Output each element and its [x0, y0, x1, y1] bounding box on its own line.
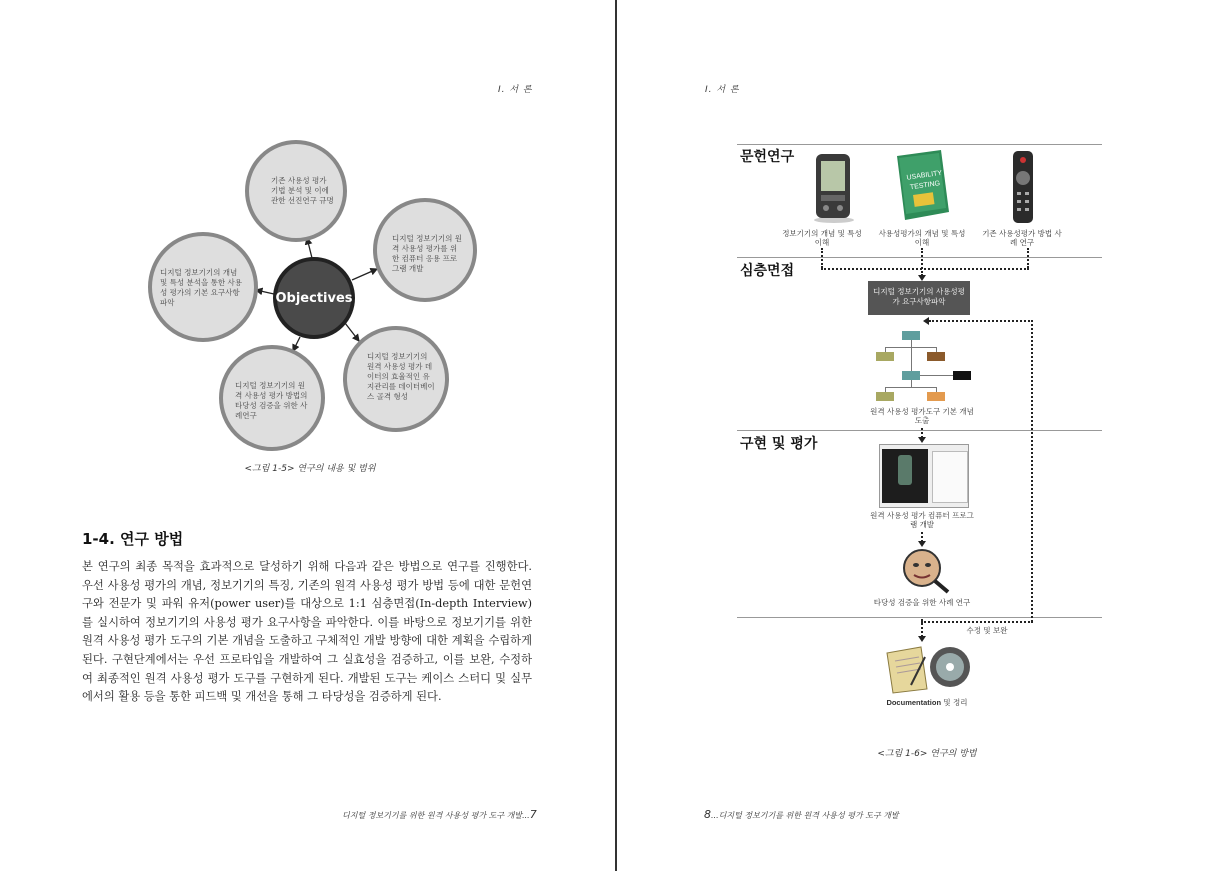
interview-box — [868, 281, 970, 315]
feedback-loop-line — [1031, 320, 1033, 622]
running-head: I. 서 론 — [705, 85, 740, 95]
usability-testing-book-image — [889, 150, 951, 222]
dotted-connector — [921, 619, 923, 637]
dotted-connector — [921, 248, 923, 276]
objective-text: 디지털 정보기기의 원격 사용성 평가 방법의 타당성 검증을 위한 사례연구 — [235, 381, 308, 420]
section-rule — [737, 144, 1102, 145]
page-footer — [342, 808, 542, 821]
feedback-loop-line — [929, 320, 1033, 322]
feedback-loop-line — [921, 621, 1033, 623]
arrow-down-icon — [918, 541, 926, 547]
objective-text: 디지털 정보기기의 원격 사용성 평가를 위한 컴퓨터 응용 프로그램 개발 — [392, 234, 462, 273]
body-paragraph: 본 연구의 최종 목적을 효과적으로 달성하기 위해 다음과 같은 방법으로 연구를 진행한다. 우선 사용성 평가의 개념, 정보기기의 특징, 기존의 원격 사용성 평가 방법 등에 대한 문헌연구와 전문가 및 파워 유저(power user)를 대상으로 1:1 심층면접(In-depth Interview)를 실시하여 정보기기의 사용성 평가 요구사항을 파악한다. 이를 바탕으로 정보기기를 위한 원격 사용성 평가 도구의 기본 개념을 도출하고 구체적인 개발 방향에 대한 계획을 수립하게 된다. 구현단계에서는 우선 프로타입을 개발하여 그 실효성을 검증하고, 이를 보완, 수정하여 최종적인 원격 사용성 평가 도구를 구현하게 된다. 개발된 도구는 케이스 스터디 및 실무에서의 활용 등을 통한 피드백 및 개선을 통해 그 타당성을 검증하게 된다. — [82, 560, 532, 704]
pda-image — [812, 152, 856, 224]
tree-node — [927, 392, 945, 401]
dotted-connector — [821, 268, 1029, 270]
section-heading: 1-4. 연구 방법 — [82, 530, 184, 548]
remote-control-image — [1010, 150, 1036, 224]
objective-text: 디지털 정보기기의 원격 사용성 평가 데이터의 효율적인 유지관리를 데이터베이스 골격 형성 — [367, 352, 435, 401]
tree-line — [911, 340, 912, 347]
tree-node — [876, 392, 894, 401]
section-rule — [737, 257, 1102, 258]
tree-line — [911, 348, 912, 371]
dotted-connector — [821, 248, 823, 268]
objective-circle-left — [148, 232, 258, 342]
screenshot-phone — [898, 455, 912, 485]
tree-line — [911, 380, 912, 387]
running-head: I. 서 론 — [498, 85, 533, 95]
tree-node — [953, 371, 971, 380]
objective-circle-lower-left — [219, 345, 325, 451]
interview-box-text: 디지털 정보기기의 사용성평가 요구사항파악 — [873, 287, 965, 306]
tree-node — [902, 371, 920, 380]
section-label-implementation: 구현 및 평가 — [740, 436, 818, 452]
documentation-label — [867, 698, 987, 707]
footer-text: ...디지털 정보기기를 위한 원격 사용성 평가 도구 개발 — [711, 811, 899, 820]
section-rule — [737, 430, 1102, 431]
page-number: 8 — [704, 808, 711, 821]
program-screenshot-image — [879, 444, 969, 508]
section-label-lit-review: 문헌연구 — [740, 149, 795, 165]
documentation-image — [883, 643, 973, 695]
objective-circle-lower-right — [343, 326, 449, 432]
objective-text: 디지털 정보기기의 개념 및 특성 분석을 통한 사용성 평가의 기본 요구사항 파악 — [160, 268, 242, 307]
arrow-down-icon — [918, 437, 926, 443]
right-page — [617, 0, 1232, 871]
figure-caption: <그림 1-6> 연구의 방법 — [877, 749, 977, 759]
tree-node — [876, 352, 894, 361]
tree-line — [885, 387, 937, 388]
objective-text: 기존 사용성 평가 기법 분석 및 이에 관한 선진연구 규명 — [271, 176, 334, 205]
arrow-down-icon — [918, 636, 926, 642]
tree-node — [927, 352, 945, 361]
objective-circle-top — [245, 140, 347, 242]
case-label: 타당성 검증을 위한 사례 연구 — [873, 598, 971, 607]
arrow-left-icon — [923, 317, 929, 325]
lit-item-label: 사용성평가의 개념 및 특성 이해 — [878, 229, 966, 247]
screenshot-data-panel — [932, 451, 968, 503]
lit-item-label: 정보기기의 개념 및 특성 이해 — [782, 229, 862, 247]
svg-text:USABILITY: USABILITY — [906, 169, 943, 182]
objectives-center: Objectives — [273, 257, 355, 339]
dev-label: 원격 사용성 평가 컴퓨터 프로그램 개발 — [870, 511, 974, 529]
figure-caption: <그림 1-5> 연구의 내용 및 범위 — [244, 464, 376, 474]
section-label-interview: 심층면접 — [740, 263, 795, 279]
documentation-label-kr: 및 정리 — [943, 698, 968, 707]
tree-label: 원격 사용성 평가도구 기본 개념 도출 — [870, 407, 974, 425]
tree-node — [902, 331, 920, 340]
objective-circle-right — [373, 198, 477, 302]
lit-item-label: 기존 사용성평가 방법 사례 연구 — [982, 229, 1062, 247]
dotted-connector — [1027, 248, 1029, 268]
footer-text: 디지털 정보기기를 위한 원격 사용성 평가 도구 개발... — [342, 811, 530, 820]
documentation-label-en: Documentation — [886, 698, 942, 707]
section-rule — [737, 617, 1102, 618]
case-study-magnifier-image — [902, 548, 952, 594]
svg-text:TESTING: TESTING — [909, 180, 941, 192]
page-number: 7 — [529, 808, 537, 821]
revise-label: 수정 및 보완 — [966, 626, 1008, 635]
page-footer — [704, 808, 964, 821]
